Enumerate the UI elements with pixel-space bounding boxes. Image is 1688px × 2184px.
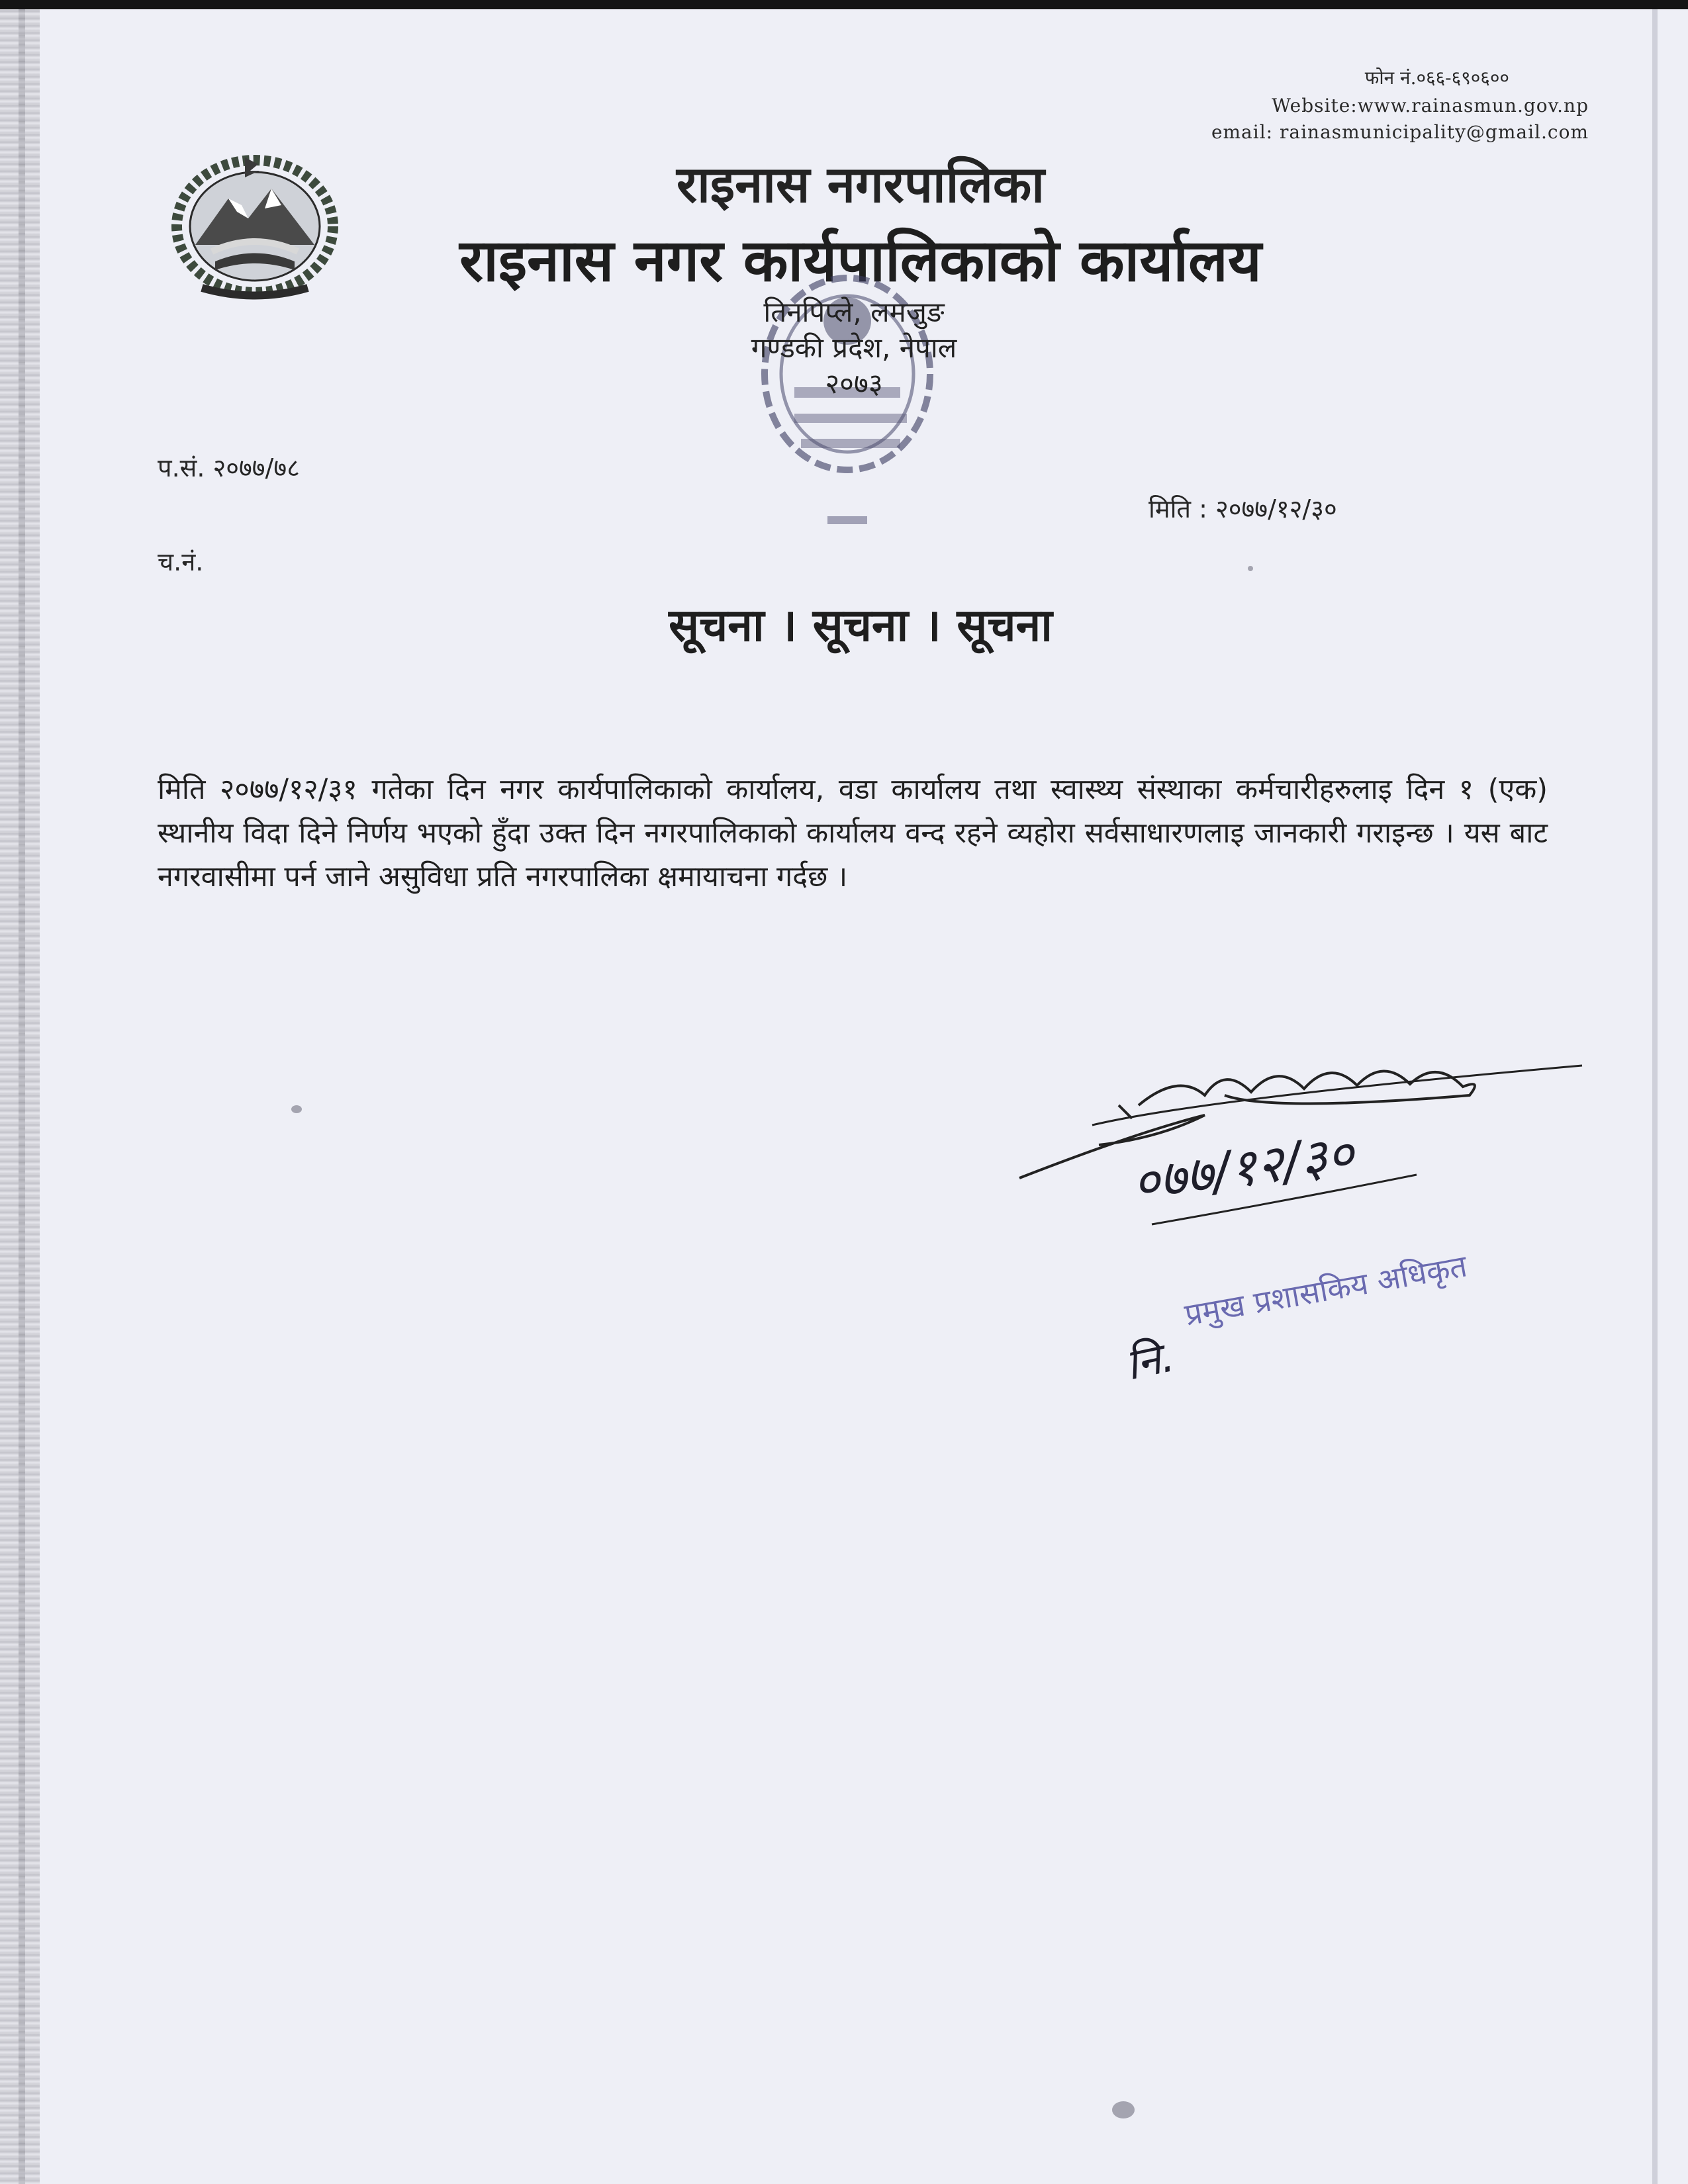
officer-title-stamp: प्रमुख प्रशासकिय अधिकृत [1182, 1248, 1470, 1333]
right-scan-edge [1652, 9, 1658, 2184]
notice-heading: सूचना । सूचना । सूचना [669, 600, 1053, 652]
contact-block [1125, 64, 1589, 146]
office-name: राइनास नगर कार्यपालिकाको कार्यालय [459, 226, 1262, 295]
address-line-1: तिनपिप्ले, लमजुङ [763, 296, 945, 328]
address-line-2: गण्डकी प्रदेश, नेपाल [751, 332, 957, 364]
notice-body: मिति २०७७/१२/३१ गतेका दिन नगर कार्यपालिकाको कार्यालय, वडा कार्यालय तथा स्वास्थ्य संस्थाका कर्मचारीहरुलाइ दिन १ (एक) स्थानीय विदा दिने निर्णय भएको हुँदा उक्त दिन नगरपालिकाको कार्यालय वन्द रहने व्यहोरा सर्वसाधारणलाइ जानकारी गराइन्छ । यस बाट नगरवासीमा पर्न जाने असुविधा प्रति नगरपालिका क्षमायाचना गर्दछ । [158, 773, 1548, 893]
email: email: rainasmunicipality@gmail.com [1211, 121, 1589, 143]
officer-prefix: नि. [1121, 1332, 1179, 1390]
letter-date: मिति : २०७७/१२/३० [1149, 494, 1337, 523]
signature-date: ०७७/१२/३० [1129, 1123, 1358, 1214]
dispatch-number: च.नं. [158, 547, 204, 576]
top-scan-border [0, 0, 1688, 9]
nepal-emblem-icon [165, 152, 344, 304]
website: Website:www.rainasmun.gov.np [1272, 95, 1589, 116]
office-address [649, 295, 1059, 402]
signature-icon [1006, 1032, 1589, 1231]
ink-speck [1112, 2101, 1135, 2118]
ink-speck [1248, 566, 1253, 571]
phone-number: फोन नं.०६६-६९०६०० [1364, 67, 1509, 89]
municipality-name: राइनास नगरपालिका [677, 155, 1045, 214]
left-scan-shadow [19, 9, 25, 2184]
established-year: २०७३ [825, 367, 883, 400]
ink-speck [291, 1105, 302, 1113]
reference-number: प.सं. २०७७/७८ [158, 453, 300, 482]
